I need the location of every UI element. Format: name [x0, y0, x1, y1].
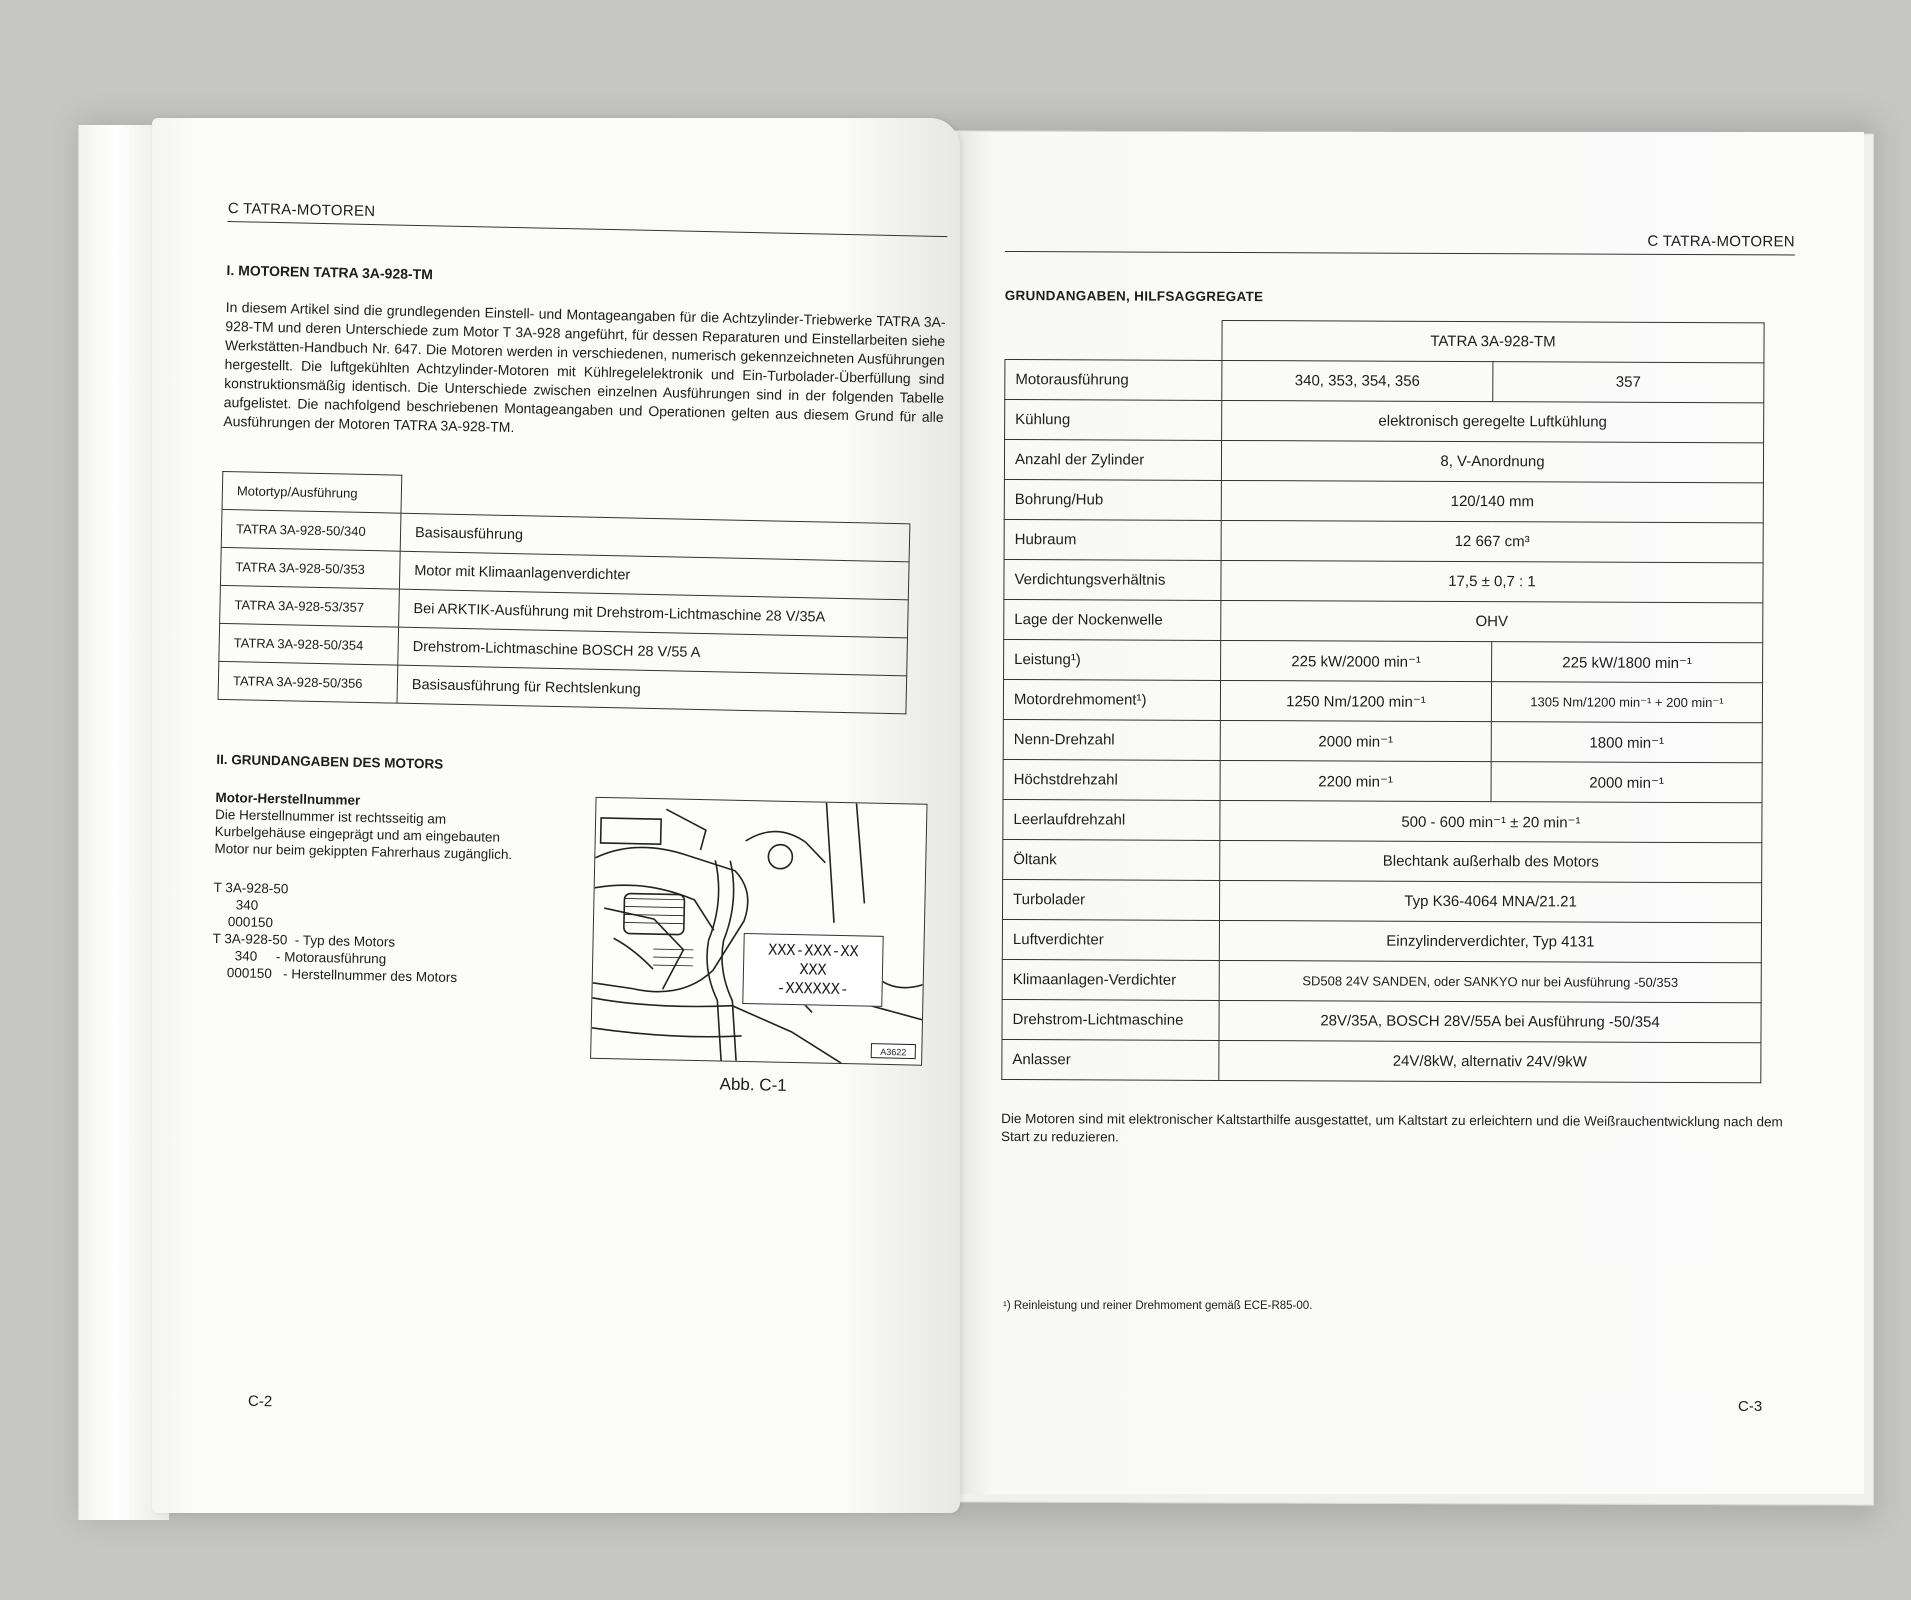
right-page-content	[1001, 230, 1795, 1149]
variant-desc: Basisausführung	[400, 513, 910, 562]
spec-label: Leerlaufdrehzahl	[1003, 799, 1220, 840]
serial-text: Die Herstellnummer ist rechtsseitig am Kurbelgehäuse eingeprägt und am eingebauten Motor nur beim gekippten Fahrerhaus zugänglich.	[214, 806, 513, 863]
spec-label: Verdichtungsverhältnis	[1004, 559, 1221, 600]
spec-value-a: 340, 353, 354, 356	[1222, 360, 1493, 401]
serial-line: 000150	[212, 913, 274, 931]
spec-table-header: TATRA 3A-928-TM	[1222, 320, 1764, 362]
spec-section-title: GRUNDANGABEN, HILFSAGGREGATE	[1004, 287, 1264, 305]
spec-value: 24V/8kW, alternativ 24V/9kW	[1219, 1040, 1761, 1082]
spec-label: Drehstrom-Lichtmaschine	[1002, 999, 1219, 1040]
table-row	[1002, 879, 1761, 922]
variant-type: TATRA 3A-928-50/340	[221, 509, 401, 551]
figure-tag: A3622	[880, 1046, 907, 1058]
serial-section	[210, 789, 936, 1094]
variant-type: TATRA 3A-928-50/353	[220, 547, 400, 589]
serial-line: 000150 - Herstellnummer des Motors	[211, 964, 458, 985]
table-row	[1004, 639, 1763, 682]
table-row	[1002, 919, 1761, 962]
serial-placeholder-label	[742, 933, 883, 1007]
figure-label-line: -XXXXXX-	[776, 978, 849, 999]
engine-drawing	[591, 798, 926, 1065]
variant-desc: Basisausführung für Rechtslenkung	[397, 665, 907, 714]
spec-value-b: 357	[1493, 362, 1764, 403]
section2-title: II. GRUNDANGABEN DES MOTORS	[216, 751, 444, 772]
engine-figure	[590, 797, 927, 1066]
table-row	[1005, 360, 1764, 403]
left-header: C TATRA-MOTOREN	[228, 200, 948, 237]
variant-type: TATRA 3A-928-53/357	[220, 585, 400, 627]
table-row	[1003, 679, 1762, 722]
table-row	[1002, 999, 1761, 1042]
spec-label: Motordrehmoment¹)	[1003, 679, 1220, 720]
table-row	[1002, 1039, 1761, 1082]
table-row	[1003, 839, 1762, 882]
kaltstart-note: Die Motoren sind mit elektronischer Kaltstarthilfe ausgestattet, um Kaltstart zu erleichtern und die Weißrauchentwicklung nach dem Start zu reduzieren.	[1001, 1110, 1783, 1145]
spec-label: Kühlung	[1005, 400, 1222, 441]
spec-value-b: 1800 min⁻¹	[1491, 722, 1762, 763]
figure-caption: Abb. C-1	[719, 1074, 787, 1095]
spec-label: Klimaanlagen-Verdichter	[1002, 959, 1219, 1000]
spec-value: 8, V-Anordnung	[1221, 440, 1763, 482]
spec-value-a: 225 kW/2000 min⁻¹	[1221, 640, 1492, 681]
variant-type: TATRA 3A-928-50/354	[219, 623, 399, 665]
spec-label: Turbolader	[1002, 879, 1219, 920]
spec-label: Höchstdrehzahl	[1003, 759, 1220, 800]
spec-value-a: 1250 Nm/1200 min⁻¹	[1220, 680, 1491, 721]
serial-title: Motor-Herstellnummer	[215, 789, 361, 808]
serial-lines	[212, 879, 514, 987]
left-page-content	[210, 200, 948, 1094]
spec-label: Hubraum	[1004, 519, 1221, 560]
spec-value: 28V/35A, BOSCH 28V/55A bei Ausführung -50/354	[1219, 1000, 1761, 1042]
spec-value-b: 225 kW/1800 min⁻¹	[1492, 642, 1763, 683]
page-number-right: C-3	[1738, 1398, 1763, 1415]
figure-label-line: XXX	[799, 960, 827, 979]
serial-line: T 3A-928-50	[213, 879, 289, 897]
table-row	[1003, 719, 1762, 762]
spec-table	[1001, 319, 1764, 1083]
table-row	[1004, 479, 1763, 522]
spec-label: Anzahl der Zylinder	[1004, 440, 1221, 481]
spec-value: SD508 24V SANDEN, oder SANKYO nur bei Ausführung -50/353	[1219, 960, 1761, 1002]
spec-value: Blechtank außerhalb des Motors	[1220, 840, 1762, 882]
section1-title: I. MOTOREN TATRA 3A-928-TM	[226, 261, 434, 283]
spec-value: elektronisch geregelte Luftkühlung	[1222, 400, 1764, 442]
variant-desc: Drehstrom-Lichtmaschine BOSCH 28 V/55 A	[398, 627, 908, 676]
spec-value: 17,5 ± 0,7 : 1	[1221, 560, 1763, 602]
spec-value: Typ K36-4064 MNA/21.21	[1219, 880, 1761, 922]
page-number-left: C-2	[247, 1392, 273, 1411]
spec-label: Bohrung/Hub	[1004, 479, 1221, 520]
serial-line: T 3A-928-50 - Typ des Motors	[212, 930, 396, 950]
spec-value-b: 2000 min⁻¹	[1491, 762, 1762, 803]
intro-text: In diesem Artikel sind die grundlegenden Einstell- und Montageangaben für die Achtzylinder-Triebwerke TATRA 3A-928-TM und deren Unterschiede zum Motor T 3A-928 angeführt, für dessen Reparaturen und Einstellarbeiten siehe Werkstätten-Handbuch Nr. 647. Die Motoren werden in verschiedenen, numerisch gekennzeichneten Ausführungen hergestellt. Die luftgekühlten Achtzylinder-Motoren mit Kühlregelelektronik und Ein-Turbolader-Überfüllung sind konstruktionsmäßig identisch. Die Unterschiede zwischen einzelnen Ausführungen sind in der folgenden Tabelle aufgelistet. Die nachfolgend beschriebenen Montageangaben und Operationen gelten aus diesem Grund für alle Ausführungen der Motoren TATRA 3A-928-TM.	[223, 298, 946, 436]
serial-block	[212, 789, 516, 987]
variant-desc: Motor mit Klimaanlagenverdichter	[399, 551, 909, 600]
spec-label: Motorausführung	[1005, 360, 1222, 401]
spec-value: 12 667 cm³	[1221, 520, 1763, 562]
table-row	[1004, 599, 1763, 642]
spec-label: Öltank	[1003, 839, 1220, 880]
variant-type: TATRA 3A-928-50/356	[218, 661, 398, 703]
table-row	[1002, 959, 1761, 1002]
spec-value-a: 2200 min⁻¹	[1220, 760, 1491, 801]
table-row	[1003, 759, 1762, 802]
spec-label: Lage der Nockenwelle	[1004, 599, 1221, 640]
variant-table-header: Motortyp/Ausführung	[222, 471, 402, 513]
footnote: ¹) Reinleistung und reiner Drehmoment gemäß ECE-R85-00.	[1003, 1300, 1313, 1312]
spec-value-a: 2000 min⁻¹	[1220, 720, 1491, 761]
spec-value: 120/140 mm	[1221, 480, 1763, 522]
spec-label: Nenn-Drehzahl	[1003, 719, 1220, 760]
spec-value: 500 - 600 min⁻¹ ± 20 min⁻¹	[1220, 800, 1762, 842]
variant-desc: Bei ARKTIK-Ausführung mit Drehstrom-Lichtmaschine 28 V/35A	[399, 589, 909, 638]
right-header: C TATRA-MOTOREN	[1005, 230, 1795, 255]
figure-label-line: XXX-XXX-XX	[768, 940, 859, 961]
serial-line: 340 - Motorausführung	[212, 947, 387, 967]
spec-label: Luftverdichter	[1002, 919, 1219, 960]
variant-table	[218, 471, 912, 714]
table-row	[1004, 519, 1763, 562]
spec-value-b: 1305 Nm/1200 min⁻¹ + 200 min⁻¹	[1491, 682, 1762, 723]
table-row	[1005, 400, 1764, 443]
spec-value: Einzylinderverdichter, Typ 4131	[1219, 920, 1761, 962]
spec-label: Leistung¹)	[1004, 639, 1221, 680]
spec-value: OHV	[1221, 600, 1763, 642]
table-row	[1004, 559, 1763, 602]
spec-label: Anlasser	[1002, 1039, 1219, 1080]
table-row	[1003, 799, 1762, 842]
table-row	[1004, 440, 1763, 483]
serial-line: 340	[213, 896, 259, 913]
